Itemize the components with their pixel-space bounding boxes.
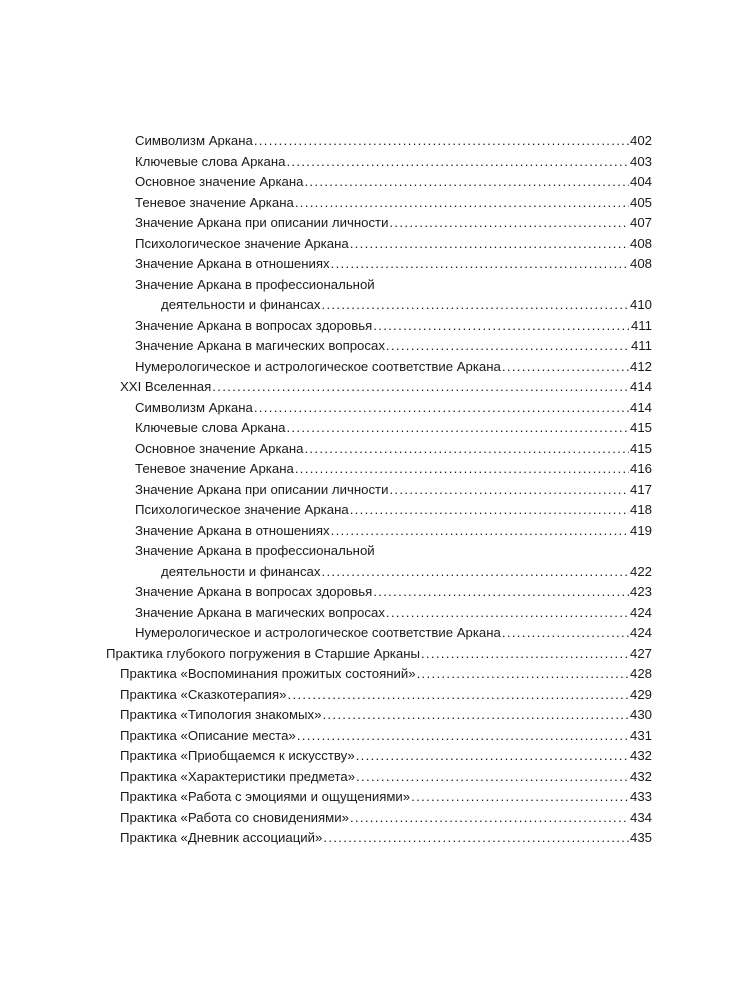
- toc-entry-title: Ключевые слова Аркана: [135, 153, 286, 169]
- dot-leader: [321, 562, 629, 583]
- toc-entry[interactable]: [161, 295, 652, 316]
- toc-entry-title: Теневое значение Аркана: [135, 461, 294, 476]
- toc-entry-page-number: 434: [629, 809, 652, 825]
- toc-entry-title: Основное значение Аркана: [135, 174, 304, 189]
- toc-entry[interactable]: [135, 500, 652, 521]
- toc-entry-title: Нумерологическое и астрологическое соответствие Аркана: [135, 358, 501, 374]
- dot-leader: [389, 213, 629, 234]
- toc-entry[interactable]: [135, 398, 652, 419]
- dot-leader: [389, 480, 629, 501]
- toc-entry[interactable]: [135, 172, 652, 193]
- dot-leader: [304, 439, 629, 460]
- toc-entry[interactable]: [135, 254, 652, 275]
- toc-entry-title: Значение Аркана в профессиональной: [135, 276, 375, 292]
- toc-entry[interactable]: [135, 418, 652, 439]
- toc-entry-title: Значение Аркана при описании личности: [135, 481, 389, 497]
- toc-entry[interactable]: [135, 603, 652, 624]
- toc-entry-page-number: 408: [629, 235, 652, 251]
- dot-leader: [297, 726, 629, 747]
- toc-entry[interactable]: [120, 828, 652, 849]
- toc-entry-page-number: 428: [629, 666, 652, 681]
- toc-entry-title: Значение Аркана в вопросах здоровья: [135, 584, 373, 599]
- toc-entry-page-number: 403: [629, 153, 652, 169]
- dot-leader: [421, 644, 629, 665]
- toc-entry-page-number: 431: [629, 727, 652, 743]
- toc-entry[interactable]: [135, 541, 652, 562]
- toc-entry-page-number: 405: [629, 194, 652, 210]
- toc-entry-page-number: 415: [629, 440, 652, 456]
- toc-entry-title: Значение Аркана в отношениях: [135, 256, 330, 271]
- toc-entry[interactable]: [135, 357, 652, 378]
- toc-entry-page-number: 408: [629, 256, 652, 271]
- toc-entry-title: Нумерологическое и астрологическое соответствие Аркана: [135, 625, 501, 640]
- toc-entry[interactable]: [120, 746, 652, 767]
- toc-entry-page-number: 423: [629, 584, 652, 599]
- toc-entry-page-number: 417: [629, 481, 652, 497]
- toc-entry[interactable]: [135, 480, 652, 501]
- toc-entry-title: Значение Аркана в профессиональной: [135, 543, 375, 558]
- dot-leader: [295, 459, 629, 480]
- toc-entry-page-number: 427: [629, 645, 652, 661]
- dot-leader: [417, 664, 629, 685]
- dot-leader: [386, 603, 629, 624]
- toc-entry-title: Практика «Приобщаемся к искусству»: [120, 748, 355, 763]
- toc-entry[interactable]: [135, 439, 652, 460]
- toc-entry-title: Практика «Работа с эмоциями и ощущениями»: [120, 789, 411, 804]
- toc-entry-title: Практика «Дневник ассоциаций»: [120, 830, 323, 845]
- toc-entry-page-number: 429: [629, 686, 652, 702]
- toc-entry-page-number: 419: [629, 522, 652, 538]
- dot-leader: [323, 828, 629, 849]
- toc-entry-title: Значение Аркана в магических вопросах: [135, 604, 385, 620]
- toc-entry-page-number: 430: [629, 707, 652, 722]
- toc-entry-title: Практика «Типология знакомых»: [120, 707, 322, 722]
- dot-leader: [254, 398, 629, 419]
- toc-entry[interactable]: [135, 275, 652, 296]
- toc-entry[interactable]: [135, 521, 652, 542]
- dot-leader: [350, 234, 629, 255]
- toc-entry[interactable]: [135, 193, 652, 214]
- toc-entry-page-number: 411: [630, 338, 652, 353]
- toc-entry-title: Значение Аркана в вопросах здоровья: [135, 317, 373, 333]
- toc-entry-page-number: 412: [629, 358, 652, 374]
- toc-entry-page-number: 418: [629, 502, 652, 517]
- dot-leader: [322, 705, 629, 726]
- toc-entry-page-number: 424: [629, 625, 652, 640]
- toc-entry[interactable]: [120, 726, 652, 747]
- dot-leader: [502, 623, 629, 644]
- toc-entry-page-number: 410: [629, 297, 652, 312]
- toc-entry[interactable]: [120, 787, 652, 808]
- toc-entry[interactable]: [135, 623, 652, 644]
- dot-leader: [373, 582, 629, 603]
- toc-entry-page-number: 415: [629, 420, 652, 435]
- dot-leader: [356, 767, 629, 788]
- toc-entry-title: Значение Аркана в магических вопросах: [135, 338, 385, 353]
- toc-entry-page-number: 422: [629, 563, 652, 579]
- dot-leader: [295, 193, 629, 214]
- dot-leader: [286, 152, 629, 173]
- toc-entry[interactable]: [135, 336, 652, 357]
- dot-leader: [502, 357, 629, 378]
- toc-entry[interactable]: [161, 562, 652, 583]
- toc-entry-title: XXI Вселенная: [120, 379, 212, 394]
- toc-entry[interactable]: [135, 213, 652, 234]
- toc-entry-title: деятельности и финансах: [161, 297, 321, 312]
- toc-entry-title: Символизм Аркана: [135, 133, 253, 148]
- toc-entry-title: Основное значение Аркана: [135, 440, 304, 456]
- dot-leader: [286, 418, 629, 439]
- dot-leader: [331, 254, 629, 275]
- toc-entry-page-number: 407: [629, 215, 652, 230]
- toc-entry-page-number: 416: [629, 461, 652, 476]
- toc-entry-title: Практика «Описание места»: [120, 727, 296, 743]
- dot-leader: [288, 685, 629, 706]
- dot-leader: [373, 316, 630, 337]
- toc-entry-title: Психологическое значение Аркана: [135, 502, 349, 517]
- toc-entry-title: Практика глубокого погружения в Старшие Арканы: [106, 645, 420, 661]
- toc-entry-page-number: 414: [629, 399, 652, 415]
- dot-leader: [321, 295, 629, 316]
- toc-entry-page-number: 433: [629, 789, 652, 804]
- toc-entry-title: Теневое значение Аркана: [135, 194, 294, 210]
- toc-entry-page-number: 432: [629, 748, 652, 763]
- toc-entry-page-number: 404: [629, 174, 652, 189]
- toc-entry-title: деятельности и финансах: [161, 563, 321, 579]
- toc-entry[interactable]: [106, 644, 652, 665]
- toc-entry[interactable]: [135, 316, 652, 337]
- dot-leader: [254, 131, 629, 152]
- dot-leader: [304, 172, 629, 193]
- toc-entry[interactable]: [120, 808, 652, 829]
- toc-entry[interactable]: [135, 459, 652, 480]
- toc-entry-title: Символизм Аркана: [135, 399, 253, 415]
- toc-entry-title: Практика «Воспоминания прожитых состояний»: [120, 666, 416, 681]
- toc-entry[interactable]: [120, 767, 652, 788]
- toc-entry[interactable]: [135, 152, 652, 173]
- toc-entry-title: Психологическое значение Аркана: [135, 235, 349, 251]
- dot-leader: [212, 377, 629, 398]
- dot-leader: [350, 500, 629, 521]
- toc-entry-title: Ключевые слова Аркана: [135, 420, 286, 435]
- dot-leader: [411, 787, 629, 808]
- toc-entry-page-number: 411: [630, 317, 652, 333]
- toc-entry-page-number: 432: [629, 768, 652, 784]
- toc-entry[interactable]: [120, 705, 652, 726]
- toc-entry-page-number: 435: [629, 830, 652, 845]
- toc-entry[interactable]: [120, 664, 652, 685]
- dot-leader: [356, 746, 629, 767]
- toc-entry-title: Значение Аркана при описании личности: [135, 215, 389, 230]
- toc-entry-title: Практика «Характеристики предмета»: [120, 768, 356, 784]
- toc-entry-page-number: 402: [629, 133, 652, 148]
- toc-entry-title: Практика «Работа со сновидениями»: [120, 809, 349, 825]
- toc-entry[interactable]: [120, 377, 652, 398]
- toc-entry-title: Практика «Сказкотерапия»: [120, 686, 287, 702]
- toc-entry-page-number: 414: [629, 379, 652, 394]
- toc-entry-title: Значение Аркана в отношениях: [135, 522, 330, 538]
- toc-entry[interactable]: [135, 234, 652, 255]
- dot-leader: [386, 336, 630, 357]
- toc-entry[interactable]: [135, 131, 652, 152]
- dot-leader: [331, 521, 629, 542]
- toc-entry[interactable]: [120, 685, 652, 706]
- toc-entry[interactable]: [135, 582, 652, 603]
- toc-entry-page-number: 424: [629, 604, 652, 620]
- dot-leader: [350, 808, 629, 829]
